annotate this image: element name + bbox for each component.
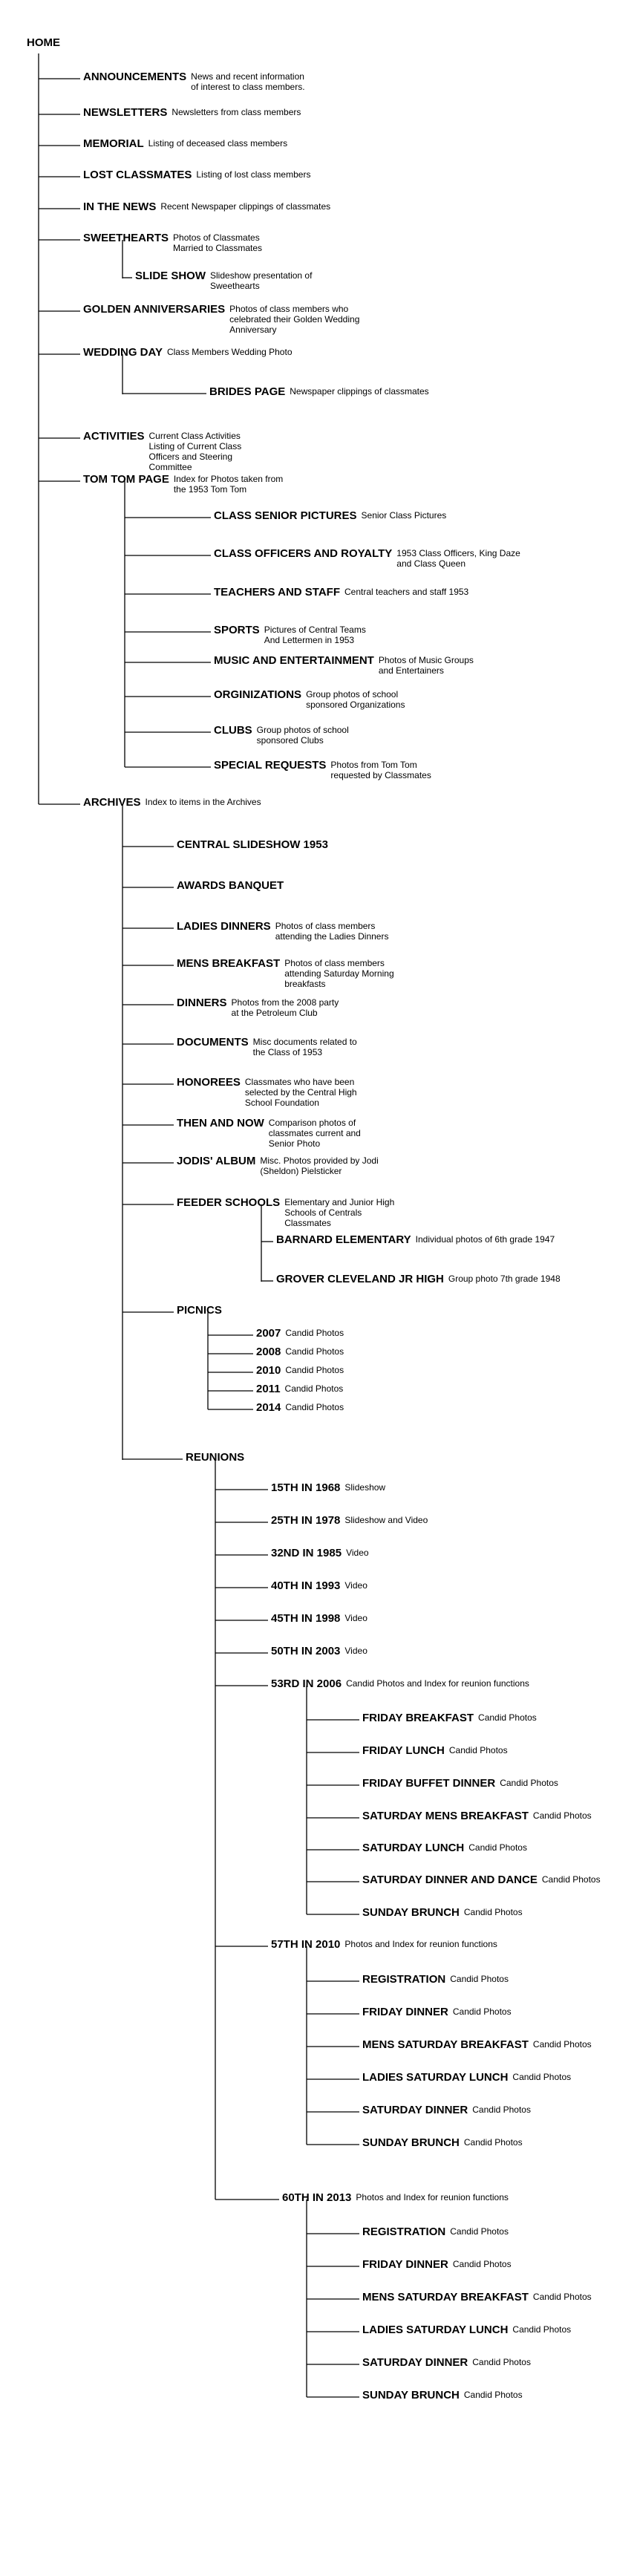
node-n60[interactable] [362, 2104, 531, 2118]
node-description: Slideshow presentation of Sweethearts [210, 270, 313, 291]
node-n61[interactable] [362, 2137, 523, 2151]
node-label: CLASS SENIOR PICTURES [214, 509, 357, 522]
node-label: SATURDAY DINNER [362, 2356, 468, 2369]
node-n26[interactable] [177, 997, 343, 1018]
node-label: 2010 [256, 1364, 281, 1377]
node-n28[interactable] [177, 1077, 386, 1108]
node-label: LADIES SATURDAY LUNCH [362, 2071, 509, 2084]
node-n67[interactable] [362, 2357, 531, 2370]
node-label: ORGINIZATIONS [214, 688, 302, 701]
node-label: SATURDAY LUNCH [362, 1842, 465, 1854]
node-label: 60TH IN 2013 [282, 2191, 352, 2204]
node-label: GOLDEN ANNIVERSARIES [83, 303, 226, 316]
node-description: Candid Photos [532, 2039, 592, 2050]
node-description: Candid Photos [532, 1810, 592, 1821]
node-label: PICNICS [177, 1304, 222, 1317]
node-label: ARCHIVES [83, 796, 141, 809]
node-description: Classmates who have been selected by the Central High School Foundation [244, 1077, 357, 1108]
node-description: 1953 Class Officers, King Daze and Class Queen [396, 548, 520, 569]
node-description: Photos from the 2008 party at the Petroleum Club [231, 997, 339, 1018]
node-label: SATURDAY DINNER [362, 2104, 468, 2116]
node-label: MUSIC AND ENTERTAINMENT [214, 654, 374, 667]
node-label: NEWSLETTERS [83, 106, 168, 119]
node-n40[interactable] [186, 1452, 249, 1465]
node-n17[interactable] [214, 655, 483, 676]
node-n38[interactable] [256, 1383, 343, 1397]
node-label: DINNERS [177, 997, 227, 1009]
node-n29[interactable] [177, 1118, 388, 1149]
node-n50[interactable] [362, 1778, 558, 1791]
node-n11[interactable] [83, 431, 261, 472]
node-label: 15TH IN 1968 [271, 1481, 341, 1494]
node-label: BARNARD ELEMENTARY [276, 1233, 411, 1246]
node-label: DOCUMENTS [177, 1036, 249, 1049]
node-description: Candid Photos [285, 1346, 344, 1357]
node-label: TOM TOM PAGE [83, 473, 169, 486]
node-n05[interactable] [83, 201, 330, 215]
node-description: Index for Photos taken from the 1953 Tom Tom [173, 474, 284, 495]
node-description: Photos of class members who celebrated their Golden Wedding Anniversary [229, 304, 360, 335]
node-description: Candid Photos [472, 2104, 531, 2115]
node-description: Candid Photos [285, 1328, 344, 1338]
node-description: Pictures of Central Teams And Lettermen in 1953 [264, 625, 366, 645]
node-description: Comparison photos of classmates current and Senior Photo [268, 1118, 361, 1149]
root-label: HOME [27, 36, 60, 49]
node-label: 40TH IN 1993 [271, 1579, 341, 1592]
node-description: Candid Photos [448, 1745, 508, 1755]
node-label: FEEDER SCHOOLS [177, 1196, 281, 1209]
node-description: Candid Photos [541, 1874, 601, 1885]
node-label: 53RD IN 2006 [271, 1677, 342, 1690]
node-label: SUNDAY BRUNCH [362, 1906, 460, 1919]
node-description: Candid Photos [463, 2390, 523, 2400]
node-description: Slideshow and Video [344, 1515, 428, 1525]
node-label: IN THE NEWS [83, 200, 157, 213]
node-description: Candid Photos [463, 2137, 523, 2148]
node-description: Misc documents related to the Class of 1953 [252, 1037, 357, 1057]
node-n01[interactable] [83, 71, 310, 92]
node-description: Candid Photos [512, 2324, 572, 2335]
node-n68[interactable] [362, 2390, 523, 2403]
node-n10[interactable] [209, 386, 429, 400]
node-n31[interactable] [177, 1197, 403, 1228]
node-n58[interactable] [362, 2039, 592, 2052]
node-description: Group photos of school sponsored Organizations [306, 689, 405, 710]
node-description: Central teachers and staff 1953 [344, 587, 469, 597]
node-description: Candid Photos [285, 1402, 344, 1412]
node-description: Listing of deceased class members [148, 138, 288, 149]
node-label: 25TH IN 1978 [271, 1514, 341, 1527]
node-n30[interactable] [177, 1155, 379, 1176]
node-label: LADIES SATURDAY LUNCH [362, 2324, 509, 2336]
node-label: REGISTRATION [362, 2226, 446, 2238]
node-description: Candid Photos [284, 1383, 344, 1394]
node-n36[interactable] [256, 1346, 344, 1360]
node-label: THEN AND NOW [177, 1117, 264, 1129]
node-n14[interactable] [214, 548, 530, 569]
node-description: Listing of lost class members [196, 169, 311, 180]
node-description: Newspaper clippings of classmates [290, 386, 429, 397]
node-n13[interactable] [214, 510, 446, 524]
node-description: Candid Photos [452, 2259, 512, 2269]
node-description: Candid Photos [463, 1907, 523, 1917]
node-n66[interactable] [362, 2324, 571, 2338]
node-n32[interactable] [276, 1234, 555, 1248]
node-n55[interactable] [271, 1939, 497, 1952]
node-n48[interactable] [362, 1712, 537, 1726]
node-label: CENTRAL SLIDESHOW 1953 [177, 838, 328, 851]
node-description: Photos of Classmates Married to Classmates [173, 232, 263, 253]
node-n34[interactable] [177, 1305, 226, 1318]
node-n56[interactable] [362, 1974, 509, 1987]
node-label: AWARDS BANQUET [177, 879, 284, 892]
node-label: TEACHERS AND STAFF [214, 586, 340, 599]
node-n64[interactable] [362, 2259, 512, 2272]
node-label: SUNDAY BRUNCH [362, 2389, 460, 2401]
node-description: Individual photos of 6th grade 1947 [415, 1234, 555, 1245]
node-description: Photos from Tom Tom requested by Classmates [330, 760, 431, 780]
node-n63[interactable] [362, 2226, 509, 2240]
node-n37[interactable] [256, 1365, 344, 1378]
node-description: Photos of Music Groups and Entertainers [378, 655, 474, 676]
node-n42[interactable] [271, 1515, 428, 1528]
node-n07[interactable] [135, 270, 321, 291]
node-description: Misc. Photos provided by Jodi (Sheldon) Pielsticker [260, 1155, 379, 1176]
node-label: WEDDING DAY [83, 346, 163, 359]
node-label: 2011 [256, 1383, 281, 1395]
node-n08[interactable] [83, 304, 363, 335]
node-description: Photos of class members attending the Ladies Dinners [275, 921, 389, 942]
node-description: Video [344, 1646, 368, 1656]
node-n43[interactable] [271, 1548, 369, 1561]
node-label: 32ND IN 1985 [271, 1547, 342, 1559]
node-description: Candid Photos [532, 2292, 592, 2302]
node-description: Candid Photos [468, 1842, 527, 1853]
node-n12[interactable] [83, 474, 285, 495]
node-n49[interactable] [362, 1745, 508, 1758]
node-label: CLASS OFFICERS AND ROYALTY [214, 547, 393, 560]
node-n45[interactable] [271, 1613, 368, 1626]
node-label: LOST CLASSMATES [83, 169, 192, 181]
node-label: FRIDAY BUFFET DINNER [362, 1777, 496, 1790]
node-n18[interactable] [214, 689, 417, 710]
node-label: ANNOUNCEMENTS [83, 71, 187, 83]
node-label: REUNIONS [186, 1451, 245, 1464]
node-n33[interactable] [276, 1274, 561, 1287]
node-label: SPECIAL REQUESTS [214, 759, 327, 772]
node-label: HONOREES [177, 1076, 241, 1089]
node-description: Senior Class Pictures [361, 510, 447, 521]
node-n35[interactable] [256, 1328, 344, 1341]
node-label: MENS SATURDAY BREAKFAST [362, 2291, 529, 2303]
node-label: SPORTS [214, 624, 260, 636]
node-n25[interactable] [177, 958, 411, 989]
node-label: 45TH IN 1998 [271, 1612, 341, 1625]
node-n53[interactable] [362, 1874, 601, 1888]
node-description: Video [344, 1613, 368, 1623]
node-description: Group photos of school sponsored Clubs [256, 725, 349, 746]
node-label: SWEETHEARTS [83, 232, 169, 244]
node-n59[interactable] [362, 2072, 571, 2085]
node-label: MENS BREAKFAST [177, 957, 281, 970]
node-n65[interactable] [362, 2292, 592, 2305]
node-n23[interactable] [177, 880, 288, 893]
node-label: LADIES DINNERS [177, 920, 271, 933]
node-n46[interactable] [271, 1646, 368, 1659]
node-description: Newsletters from class members [172, 107, 301, 117]
node-n52[interactable] [362, 1842, 527, 1856]
node-n04[interactable] [83, 169, 310, 183]
node-label: SLIDE SHOW [135, 270, 206, 282]
node-n54[interactable] [362, 1907, 523, 1920]
node-description: Candid Photos [478, 1712, 537, 1723]
node-description: Group photo 7th grade 1948 [448, 1274, 561, 1284]
node-n06[interactable] [83, 232, 277, 253]
node-label: BRIDES PAGE [209, 385, 286, 398]
node-description: Candid Photos [285, 1365, 344, 1375]
node-n41[interactable] [271, 1482, 385, 1496]
node-label: FRIDAY LUNCH [362, 1744, 445, 1757]
node-n15[interactable] [214, 587, 468, 600]
node-n02[interactable] [83, 107, 301, 120]
node-label: REGISTRATION [362, 1973, 446, 1986]
node-description: Slideshow [344, 1482, 386, 1493]
node-n51[interactable] [362, 1810, 592, 1824]
node-description: Photos and Index for reunion functions [344, 1939, 497, 1949]
node-label: 2007 [256, 1327, 281, 1340]
node-label: MENS SATURDAY BREAKFAST [362, 2038, 529, 2051]
node-label: SUNDAY BRUNCH [362, 2136, 460, 2149]
node-description: Index to items in the Archives [145, 797, 261, 807]
node-n16[interactable] [214, 625, 368, 645]
node-label: 2014 [256, 1401, 281, 1414]
node-label: FRIDAY DINNER [362, 2258, 448, 2271]
node-label: MEMORIAL [83, 137, 144, 150]
node-label: SATURDAY DINNER AND DANCE [362, 1874, 538, 1886]
node-description: Candid Photos [500, 1778, 558, 1788]
node-n20[interactable] [214, 760, 442, 780]
node-n24[interactable] [177, 921, 394, 942]
node-description: Candid Photos [452, 2006, 512, 2017]
node-n21[interactable] [83, 797, 261, 810]
node-n57[interactable] [362, 2006, 512, 2020]
node-label: 57TH IN 2010 [271, 1938, 341, 1951]
node-label: GROVER CLEVELAND JR HIGH [276, 1273, 444, 1285]
node-label: ACTIVITIES [83, 430, 145, 443]
node-label: FRIDAY DINNER [362, 2006, 448, 2018]
node-description: Video [344, 1580, 368, 1591]
node-label: JODIS' ALBUM [177, 1155, 256, 1167]
node-description: Candid Photos and Index for reunion functions [346, 1678, 529, 1689]
node-description: Recent Newspaper clippings of classmates [160, 201, 331, 212]
node-n03[interactable] [83, 138, 287, 151]
node-description: Photos of class members attending Saturday Morning breakfasts [284, 958, 394, 989]
node-n19[interactable] [214, 725, 361, 746]
node-description: Current Class Activities Listing of Current Class Officers and Steering Committee [148, 431, 242, 472]
node-description: Class Members Wedding Photo [166, 347, 293, 357]
node-label: 50TH IN 2003 [271, 1645, 341, 1657]
root-node [27, 37, 65, 50]
node-description: Candid Photos [472, 2357, 531, 2367]
node-n62[interactable] [282, 2192, 509, 2205]
node-label: 2008 [256, 1346, 281, 1358]
node-label: CLUBS [214, 724, 252, 737]
node-label: SATURDAY MENS BREAKFAST [362, 1810, 529, 1822]
node-n09[interactable] [83, 347, 293, 360]
node-n39[interactable] [256, 1402, 344, 1415]
node-description: Elementary and Junior High Schools of Centrals Classmates [284, 1197, 395, 1228]
node-n44[interactable] [271, 1580, 368, 1594]
node-label: FRIDAY BREAKFAST [362, 1712, 474, 1724]
node-description: Video [346, 1548, 369, 1558]
node-n47[interactable] [271, 1678, 529, 1692]
node-n22[interactable] [177, 839, 333, 852]
node-description: Candid Photos [512, 2072, 572, 2082]
node-description: Candid Photos [450, 1974, 509, 1984]
node-description: Candid Photos [450, 2226, 509, 2237]
node-description: Photos and Index for reunion functions [356, 2192, 509, 2202]
node-n27[interactable] [177, 1037, 365, 1057]
node-description: News and recent information of interest to class members. [191, 71, 305, 92]
